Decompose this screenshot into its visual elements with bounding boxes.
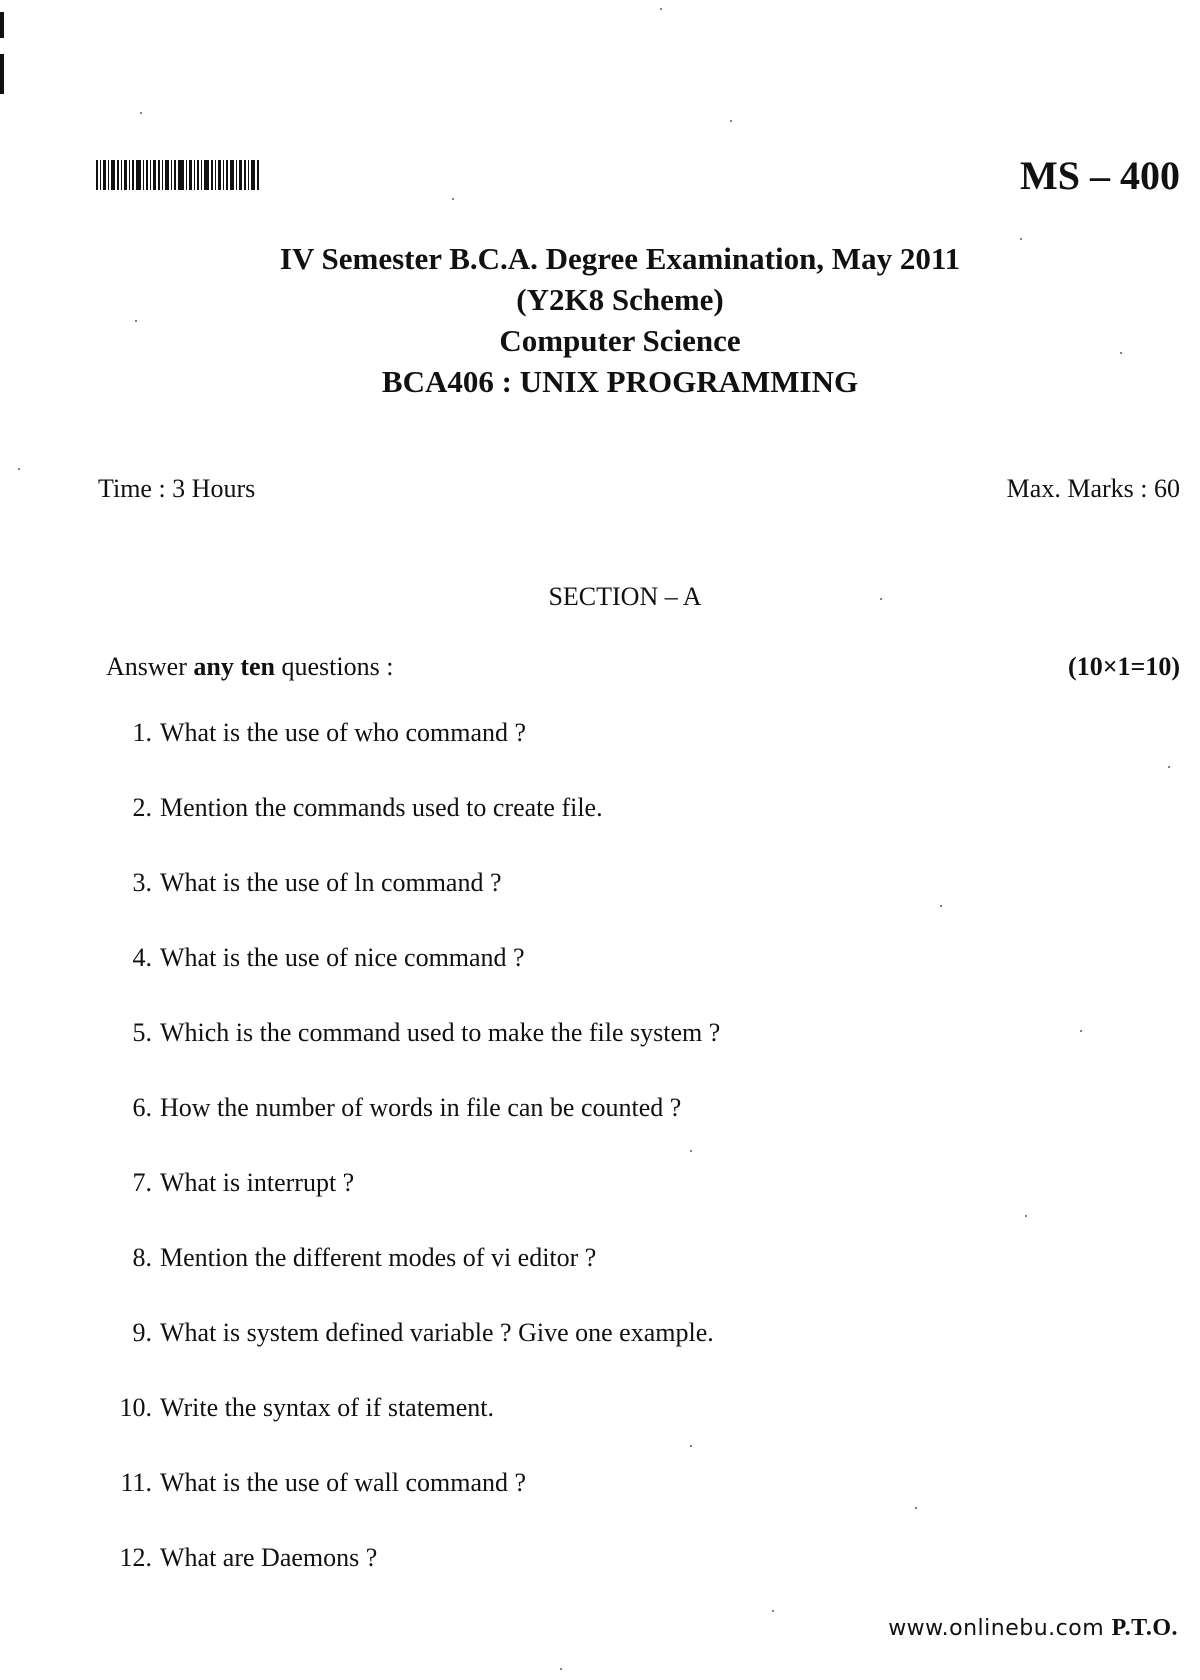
scan-speck [1168, 766, 1170, 768]
scan-speck [690, 1150, 692, 1152]
instruction-suffix: questions : [275, 652, 394, 681]
question-item [0, 1468, 526, 1498]
footer-pto: P.T.O. [1111, 1615, 1178, 1641]
question-text: What is the use of who command ? [160, 718, 527, 747]
instruction-emphasis: any ten [193, 652, 275, 681]
exam-subject: Computer Science [499, 323, 741, 358]
footer-website: www.onlinebu.com [888, 1616, 1105, 1641]
scan-speck [915, 1507, 917, 1509]
question-number: 7. [132, 1168, 152, 1197]
question-item [0, 1018, 720, 1048]
question-text: What is the use of ln command ? [160, 868, 502, 897]
question-number: 3. [132, 868, 152, 897]
scan-speck [1020, 238, 1022, 240]
scan-speck [1025, 1215, 1027, 1217]
question-number: 5. [132, 1018, 152, 1047]
section-instruction [106, 652, 1180, 682]
question-text: Write the syntax of if statement. [160, 1393, 494, 1422]
question-text: How the number of words in file can be counted ? [160, 1093, 682, 1122]
exam-title: IV Semester B.C.A. Degree Examination, May 2011 [279, 241, 961, 276]
question-text: Mention the different modes of vi editor ? [160, 1243, 597, 1272]
question-item [0, 1093, 681, 1123]
question-text: What is system defined variable ? Give one example. [160, 1318, 714, 1347]
exam-time: Time : 3 Hours [98, 474, 256, 503]
section-title: SECTION – A [548, 582, 702, 611]
question-item [0, 1318, 714, 1348]
question-item [0, 1168, 354, 1198]
question-number: 12. [119, 1543, 152, 1572]
question-number: 2. [132, 793, 152, 822]
question-text: What is the use of wall command ? [160, 1468, 527, 1497]
question-item [0, 1243, 596, 1273]
question-text: Which is the command used to make the file system ? [160, 1018, 721, 1047]
scan-edge-mark [0, 54, 4, 94]
scan-speck [140, 112, 142, 114]
section-marks: (10×1=10) [1068, 652, 1180, 681]
question-text: Mention the commands used to create file. [160, 793, 603, 822]
question-number: 1. [132, 718, 152, 747]
question-number: 4. [132, 943, 152, 972]
exam-heading [0, 238, 1200, 402]
scan-speck [1080, 1030, 1082, 1032]
question-number: 10. [119, 1393, 152, 1422]
question-item [0, 868, 502, 898]
scan-edge-mark [0, 12, 4, 38]
scan-speck [940, 905, 942, 907]
instruction-prefix: Answer [106, 652, 194, 681]
question-item [0, 793, 603, 823]
scan-speck [135, 320, 137, 322]
question-item [0, 718, 526, 748]
instruction-text [106, 652, 393, 682]
question-text: What is the use of nice command ? [160, 943, 525, 972]
exam-meta [98, 474, 1180, 504]
page-footer [888, 1615, 1178, 1642]
question-item [0, 1543, 377, 1573]
barcode-icon [96, 160, 261, 190]
scan-speck [18, 468, 20, 470]
question-text: What is interrupt ? [160, 1168, 355, 1197]
scan-speck [772, 1610, 774, 1612]
question-item [0, 1393, 494, 1423]
scan-speck [452, 198, 454, 200]
question-number: 9. [132, 1318, 152, 1347]
scan-speck [730, 120, 732, 122]
question-number: 11. [120, 1468, 152, 1497]
question-text: What are Daemons ? [160, 1543, 378, 1572]
scan-speck [560, 1668, 562, 1670]
question-number: 8. [132, 1243, 152, 1272]
scan-speck [690, 1445, 692, 1447]
exam-scheme: (Y2K8 Scheme) [516, 282, 724, 317]
question-item [0, 943, 525, 973]
scan-speck [660, 8, 662, 10]
question-number: 6. [132, 1093, 152, 1122]
scan-speck [880, 598, 882, 600]
scan-speck [1120, 352, 1122, 354]
exam-max-marks: Max. Marks : 60 [1006, 474, 1180, 503]
paper-code: MS – 400 [1020, 153, 1180, 198]
exam-course: BCA406 : UNIX PROGRAMMING [381, 364, 859, 399]
